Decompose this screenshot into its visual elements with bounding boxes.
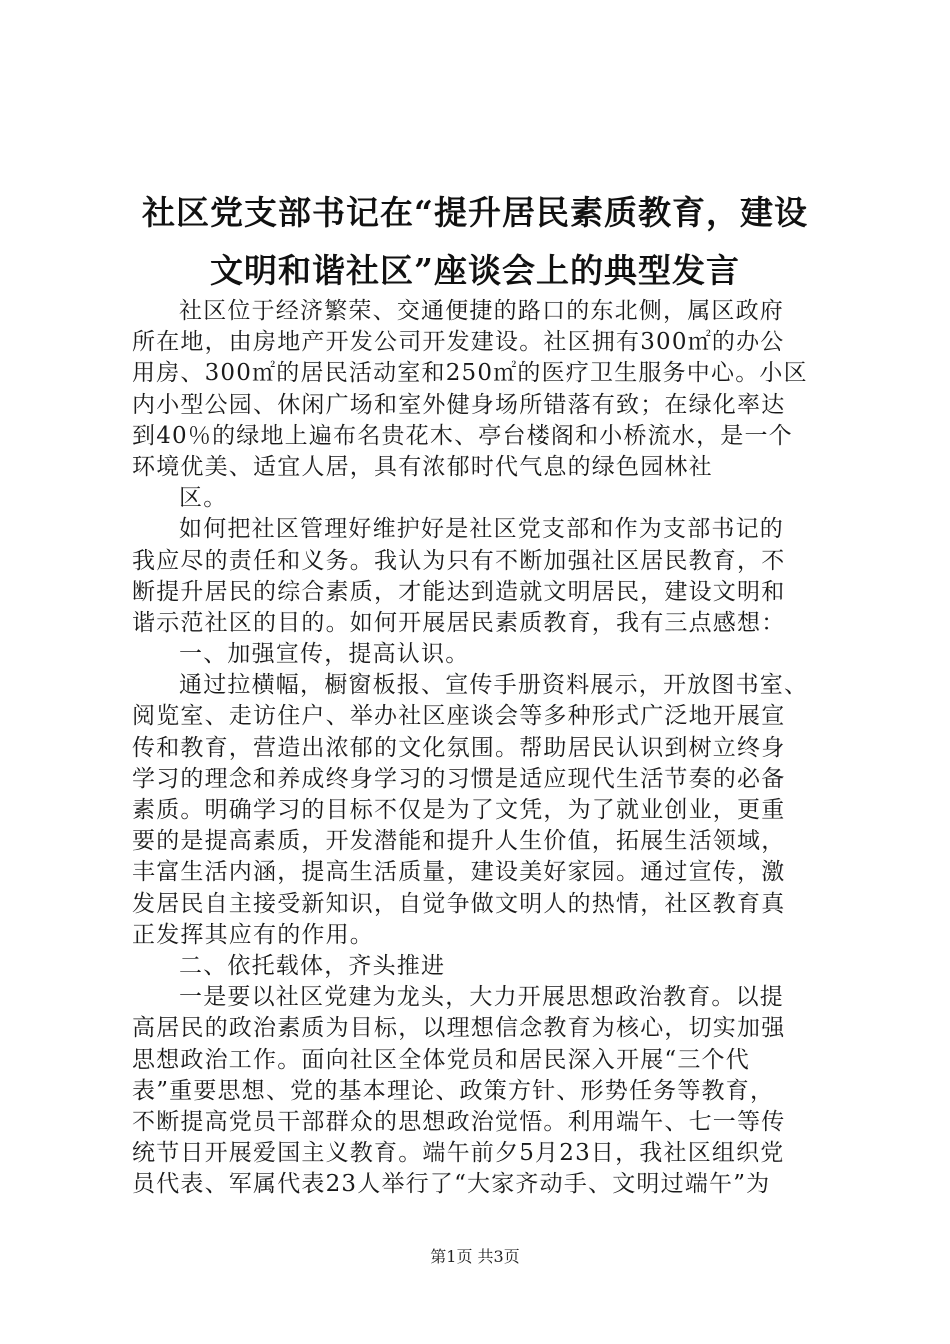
document-title-line-1: 社区党支部书记在“提升居民素质教育，建设 [142,193,808,232]
body-line: 学习的理念和养成终身学习的习惯是适应现代生活节奏的必备 [132,765,786,792]
section-heading: 二、依托载体，齐头推进 [179,952,446,979]
body-line: 一是要以社区党建为龙头，大力开展思想政治教育。以提 [179,984,784,1011]
body-line: 用房、300㎡的居民活动室和250㎡的医疗卫生服务中心。小区 [132,360,808,387]
body-line: 所在地，由房地产开发公司开发建设。社区拥有300㎡的办公 [132,329,785,356]
body-line: 要的是提高素质，开发潜能和提升人生价值，拓展生活领域， [132,828,786,855]
body-line: 通过拉横幅，橱窗板报、宣传手册资料展示，开放图书室、 [179,672,809,699]
body-line: 到40％的绿地上遍布名贵花木、亭台楼阁和小桥流水，是一个 [132,422,793,449]
body-line: 内小型公园、休闲广场和室外健身场所错落有致；在绿化率达 [132,391,786,418]
body-line: 统节日开展爱国主义教育。端午前夕5月23日，我社区组织党 [132,1140,785,1167]
body-line: 传和教育，营造出浓郁的文化氛围。帮助居民认识到树立终身 [132,734,786,761]
section-heading: 一、加强宣传，提高认识。 [179,641,470,668]
document-title-line-2: 文明和谐社区”座谈会上的典型发言 [210,251,740,290]
body-line: 阅览室、走访住户、举办社区座谈会等多种形式广泛地开展宣 [132,703,786,730]
body-line: 如何把社区管理好维护好是社区党支部和作为支部书记的 [179,516,784,543]
body-line: 环境优美、适宜人居，具有浓郁时代气息的绿色园林社 [132,453,713,480]
body-line: 高居民的政治素质为目标，以理想信念教育为核心，切实加强 [132,1015,786,1042]
body-line: 丰富生活内涵，提高生活质量，建设美好家园。通过宣传，激 [132,859,786,886]
body-line: 我应尽的责任和义务。我认为只有不断加强社区居民教育，不 [132,547,786,574]
body-line: 正发挥其应有的作用。 [132,921,374,948]
body-line: 社区位于经济繁荣、交通便捷的路口的东北侧，属区政府 [179,298,784,324]
body-line: 思想政治工作。面向社区全体党员和居民深入开展“三个代 [132,1046,750,1073]
body-line: 区。 [179,485,228,512]
body-line: 断提升居民的综合素质，才能达到造就文明居民，建设文明和 [132,578,786,605]
document-body [132,296,842,1200]
body-line: 不断提高党员干部群众的思想政治觉悟。利用端午、七一等传 [132,1108,786,1135]
body-line: 表”重要思想、党的基本理论、政策方针、形势任务等教育， [132,1077,775,1104]
body-line: 谐示范社区的目的。如何开展居民素质教育，我有三点感想： [132,609,786,636]
body-line: 发居民自主接受新知识，自觉争做文明人的热情，社区教育真 [132,890,786,917]
page-number-footer: 第1页 共3页 [430,1247,520,1266]
body-line: 员代表、军属代表23人举行了“大家齐动手、文明过端午”为 [132,1171,771,1198]
body-line: 素质。明确学习的目标不仅是为了文凭，为了就业创业，更重 [132,797,786,823]
